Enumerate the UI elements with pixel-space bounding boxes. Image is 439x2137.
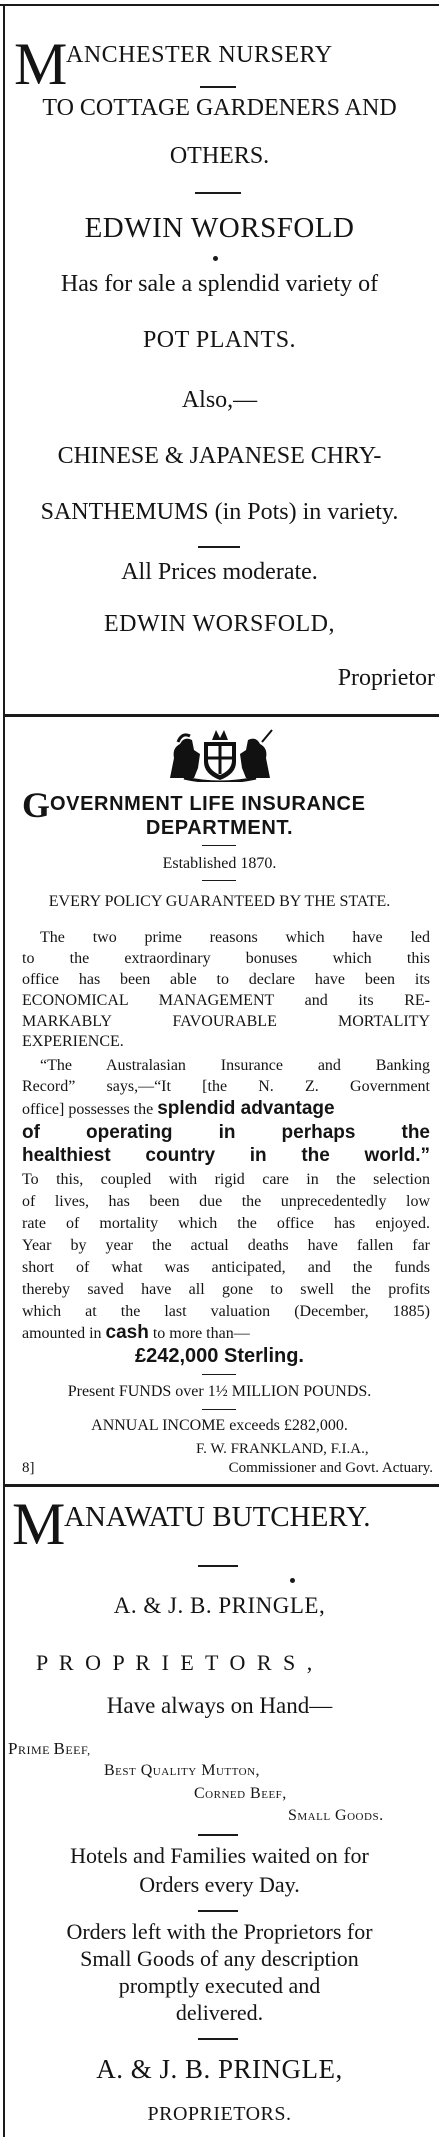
insurance-established: Established 1870.	[162, 855, 277, 872]
butchery-orders-line3: promptly executed and	[118, 1973, 321, 1998]
insurance-title-initial: G	[22, 785, 51, 825]
divider-dash	[198, 546, 240, 548]
nursery-chrysanthemums-2: SANTHEMUMS (in Pots) in variety.	[40, 499, 399, 525]
insurance-quote-line: “The Australasian Insurance and Banking	[40, 1057, 430, 1074]
butchery-item-prime-beef	[8, 1740, 91, 1758]
royal-coat-of-arms-icon	[164, 728, 276, 782]
butchery-hotels-line1: Hotels and Families waited on for	[70, 1843, 369, 1868]
insurance-para1-line: MARKABLY FAVOURABLE MORTALITY	[22, 1013, 430, 1030]
nursery-prices: All Prices moderate.	[121, 559, 318, 585]
insurance-para1-line: The two prime reasons which have led	[40, 929, 430, 946]
butchery-orders-line4: delivered.	[175, 2000, 264, 2025]
insurance-para1-line: office has been able to declare have been its	[22, 971, 430, 988]
insurance-para2-line: of lives, has been due the unprecedentedly low	[22, 1193, 430, 1210]
insurance-para2-line: To this, coupled with rigid care in the selection	[22, 1171, 430, 1188]
insurance-para1-line: EXPERIENCE.	[22, 1033, 124, 1050]
butchery-owners: A. & J. B. PRINGLE,	[113, 1593, 326, 1618]
divider-dash	[198, 1834, 238, 1836]
divider-dash	[202, 880, 236, 881]
insurance-para2-line: Year by year the actual deaths have fallen far	[22, 1237, 430, 1254]
nursery-title: ANCHESTER NURSERY	[66, 42, 333, 68]
divider-dash	[202, 1409, 236, 1410]
insurance-title-line1: OVERNMENT LIFE INSURANCE	[50, 793, 366, 815]
divider-dash	[202, 1374, 236, 1375]
insurance-annual-income: ANNUAL INCOME exceeds £282,000.	[91, 1417, 348, 1434]
divider-dash	[202, 845, 236, 846]
section-rule	[5, 714, 439, 717]
butchery-owners-signature: A. & J. B. PRINGLE,	[96, 2054, 343, 2084]
butchery-orders-line1: Orders left with the Proprietors for	[66, 1919, 373, 1944]
divider-dash	[198, 1910, 238, 1912]
butchery-title: ANAWATU BUTCHERY.	[64, 1501, 371, 1533]
divider-dash	[198, 2038, 238, 2040]
nursery-signature: EDWIN WORSFOLD,	[103, 611, 336, 637]
insurance-para2-line: thereby saved have all gone to swell the profits	[22, 1281, 430, 1298]
butchery-always-on-hand: Have always on Hand—	[106, 1693, 333, 1718]
butchery-proprietors-label: P R O P R I E T O R S ,	[36, 1650, 316, 1675]
insurance-para2-line: short of what was anticipated, and the funds	[22, 1259, 430, 1276]
insurance-cash: cash	[105, 1322, 149, 1343]
insurance-guarantee: EVERY POLICY GUARANTEED BY THE STATE.	[48, 893, 391, 910]
small-cap-text: RIME	[17, 1743, 54, 1757]
butchery-item-mutton: Best Quality Mutton,	[104, 1762, 261, 1779]
nursery-drop-initial: M	[14, 31, 68, 97]
insurance-para1-line: ECONOMICAL MANAGEMENT and its RE-	[22, 992, 430, 1009]
small-cap-text: EEF,	[65, 1743, 91, 1757]
insurance-ad-number: 8]	[22, 1460, 35, 1476]
small-cap-initial: P	[8, 1739, 18, 1758]
butchery-proprietors-signature: PROPRIETORS.	[147, 2103, 292, 2125]
insurance-para2-line: which at the last valuation (December, 1885)	[22, 1303, 430, 1320]
insurance-quote-emphasis: splendid advantage	[157, 1098, 335, 1119]
left-column-rule	[3, 6, 5, 2137]
insurance-quote-emphasis-line: of operating in perhaps the	[22, 1122, 430, 1143]
insurance-amount-text-2: to more than—	[148, 1325, 250, 1342]
butchery-hotels-line2: Orders every Day.	[139, 1872, 300, 1897]
section-rule	[5, 1484, 439, 1487]
insurance-present-funds: Present FUNDS over 1½ MILLION POUNDS.	[67, 1383, 372, 1400]
insurance-para2-line: rate of mortality which the office has enjoyed.	[22, 1215, 430, 1232]
top-rule	[0, 4, 439, 6]
ornament-dot	[290, 1578, 295, 1583]
nursery-subtitle-2: OTHERS.	[169, 143, 270, 169]
nursery-pot-plants: POT PLANTS.	[142, 327, 297, 353]
small-cap-initial: B	[53, 1739, 66, 1758]
butchery-orders-line2: Small Goods of any description	[80, 1946, 359, 1971]
butchery-drop-initial: M	[12, 1491, 66, 1557]
divider-dash	[198, 1565, 238, 1567]
nursery-owner-name: EDWIN WORSFOLD	[84, 212, 355, 244]
insurance-para1-line: to the extraordinary bonuses which this	[22, 950, 430, 967]
nursery-chrysanthemums-1: CHINESE & JAPANESE CHRY-	[57, 443, 382, 469]
butchery-item-corned-beef: Corned Beef,	[194, 1785, 287, 1802]
insurance-amount-line	[22, 1323, 250, 1342]
insurance-quote-text: office] possesses the	[22, 1101, 158, 1118]
nursery-subtitle: TO COTTAGE GARDENERS AND	[42, 95, 397, 121]
insurance-sterling-amount: £242,000 Sterling.	[135, 1345, 304, 1367]
divider-dash	[200, 86, 236, 88]
insurance-title-line2: DEPARTMENT.	[145, 817, 294, 839]
insurance-quote-line	[22, 1099, 335, 1118]
butchery-item-small-goods: Small Goods.	[288, 1807, 384, 1824]
insurance-amount-text: amounted in	[22, 1325, 106, 1342]
ornament-dot	[213, 256, 218, 261]
insurance-quote-line: Record” says,—“It [the N. Z. Government	[22, 1078, 430, 1095]
insurance-quote-emphasis-line: healthiest country in the world.”	[22, 1145, 430, 1166]
nursery-sale-text: Has for sale a splendid variety of	[60, 271, 379, 297]
divider-dash	[195, 192, 241, 194]
insurance-signatory: F. W. FRANKLAND, F.I.A.,	[196, 1441, 369, 1457]
nursery-proprietor: Proprietor	[337, 665, 435, 691]
insurance-signatory-title: Commissioner and Govt. Actuary.	[228, 1460, 433, 1476]
nursery-also: Also,—	[181, 387, 258, 413]
